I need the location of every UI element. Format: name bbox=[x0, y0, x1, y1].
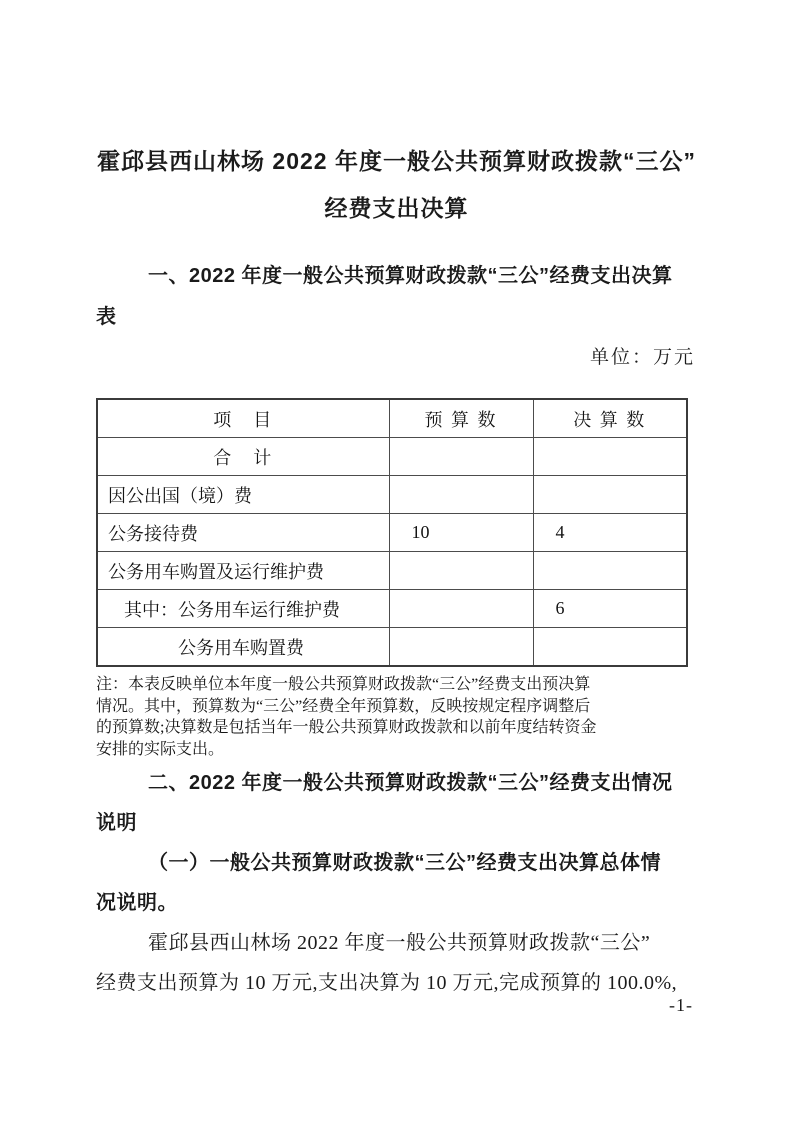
header-budget: 预 算 数 bbox=[389, 399, 533, 438]
subsection-heading-line-1: （一）一般公共预算财政拨款“三公”经费支出决算总体情 bbox=[148, 852, 661, 874]
section1-heading bbox=[96, 256, 697, 338]
row-budget: 10 bbox=[389, 514, 533, 552]
table-row-vehicle-maintenance bbox=[97, 590, 687, 628]
table-row-reception bbox=[97, 514, 687, 552]
row-item: 公务接待费 bbox=[97, 514, 389, 552]
table-row-vehicle-purchase bbox=[97, 628, 687, 667]
note-line-1: 注：本表反映单位本年度一般公共预算财政拨款“三公”经费支出预决算 bbox=[96, 676, 591, 693]
row-budget bbox=[389, 476, 533, 514]
note-line-4: 安排的实际支出。 bbox=[96, 740, 225, 758]
row-item: 合 计 bbox=[97, 438, 389, 476]
row-item: 公务用车购置及运行维护费 bbox=[97, 552, 389, 590]
row-budget bbox=[389, 438, 533, 476]
row-item: 因公出国（境）费 bbox=[97, 476, 389, 514]
table-note bbox=[96, 674, 697, 760]
row-item: 其中：公务用车运行维护费 bbox=[97, 590, 389, 628]
unit-label: 单位：万元 bbox=[589, 347, 695, 368]
row-budget bbox=[389, 590, 533, 628]
row-final: 4 bbox=[533, 514, 687, 552]
title-line-2: 经费支出决算 bbox=[324, 195, 469, 221]
title-line-1: 霍邱县西山林场 2022 年度一般公共预算财政拨款“三公” bbox=[97, 148, 696, 174]
paragraph-line-1: 霍邱县西山林场 2022 年度一般公共预算财政拨款“三公” bbox=[148, 932, 651, 954]
row-item: 公务用车购置费 bbox=[97, 628, 389, 667]
subsection-heading-line-2: 况说明。 bbox=[96, 892, 178, 914]
row-final bbox=[533, 552, 687, 590]
row-final bbox=[533, 438, 687, 476]
row-final bbox=[533, 628, 687, 667]
row-budget bbox=[389, 628, 533, 667]
document-title bbox=[96, 138, 697, 232]
table-row-abroad bbox=[97, 476, 687, 514]
header-item: 项 目 bbox=[97, 399, 389, 438]
note-line-2: 情况。其中，预算数为“三公”经费全年预算数，反映按规定程序调整后 bbox=[96, 697, 591, 715]
page-number: -1- bbox=[669, 995, 693, 1015]
three-public-expense-table bbox=[96, 398, 688, 667]
table-row-vehicle-total bbox=[97, 552, 687, 590]
row-budget bbox=[389, 552, 533, 590]
section2-heading-line-2: 说明 bbox=[96, 812, 137, 834]
section2-block bbox=[96, 763, 697, 1003]
row-final: 6 bbox=[533, 590, 687, 628]
subsection-heading bbox=[96, 843, 697, 923]
section1-heading-line-2: 表 bbox=[96, 306, 117, 328]
row-final bbox=[533, 476, 687, 514]
table-header-row bbox=[97, 399, 687, 438]
paragraph-line-2: 经费支出预算为 10 万元,支出决算为 10 万元,完成预算的 100.0%, bbox=[96, 972, 678, 994]
section2-heading-line-1: 二、2022 年度一般公共预算财政拨款“三公”经费支出情况 bbox=[148, 772, 673, 794]
section2-heading bbox=[96, 763, 697, 843]
body-paragraph bbox=[96, 923, 697, 1003]
header-final: 决 算 数 bbox=[533, 399, 687, 438]
section1-heading-line-1: 一、2022 年度一般公共预算财政拨款“三公”经费支出决算 bbox=[148, 265, 673, 287]
note-line-3: 的预算数;决算数是包括当年一般公共预算财政拨款和以前年度结转资金 bbox=[96, 719, 597, 736]
table-row-total bbox=[97, 438, 687, 476]
